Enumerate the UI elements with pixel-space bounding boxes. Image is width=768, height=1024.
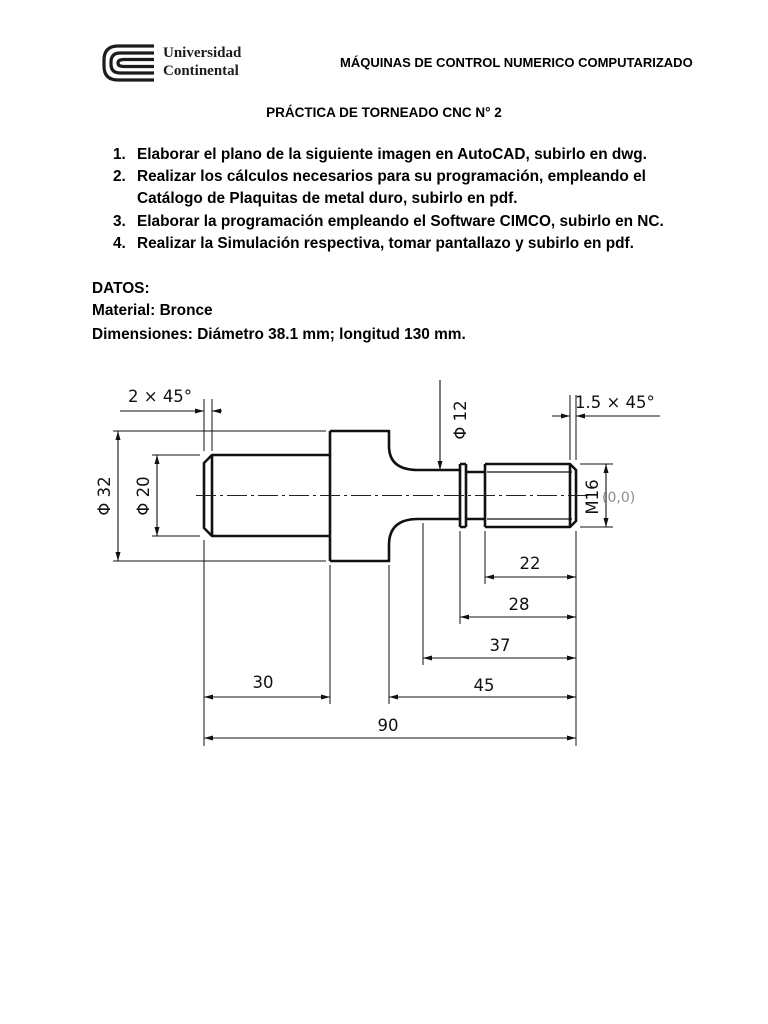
fillet-top — [389, 446, 418, 470]
task-text: Elaborar el plano de la siguiente imagen en AutoCAD, subirlo en dwg. — [137, 146, 647, 163]
label-length-37: 37 — [489, 636, 511, 655]
shoulder-outline — [330, 431, 389, 561]
label-note: (0,0) — [602, 490, 636, 506]
label-chamfer-right: 1.5 × 45° — [575, 393, 655, 412]
task-text: Realizar la Simulación respectiva, tomar pantallazo y subirlo en pdf. — [137, 235, 634, 252]
neck-outline — [418, 470, 460, 519]
logo-inner-bars — [118, 60, 154, 67]
technical-drawing — [90, 370, 690, 760]
part-outline — [204, 431, 576, 561]
datos-material: Material: Bronce — [92, 302, 213, 319]
task-text: Realizar los cálculos necesarios para su programación, empleando el — [137, 168, 646, 185]
label-d32: Φ 32 — [95, 476, 114, 516]
label-length-90: 90 — [377, 716, 399, 735]
university-logo-icon — [102, 44, 156, 82]
label-length-30: 30 — [252, 673, 274, 692]
ext-chamfer-left — [204, 399, 212, 451]
label-thread: M16 — [583, 479, 602, 515]
task-text-continued: Catálogo de Plaquitas de metal duro, subirlo en pdf. — [137, 190, 518, 207]
label-length-22: 22 — [519, 554, 541, 573]
ext-d20 — [152, 455, 200, 536]
label-chamfer-left: 2 × 45° — [128, 387, 193, 406]
task-number: 1. — [113, 146, 126, 163]
datos-dimensiones: Dimensiones: Diámetro 38.1 mm; longitud 130 mm. — [92, 326, 466, 343]
label-length-45: 45 — [473, 676, 495, 695]
task-number: 2. — [113, 168, 126, 185]
task-text: Elaborar la programación empleando el Software CIMCO, subirlo en NC. — [137, 213, 664, 230]
logo-text-line2: Continental — [163, 63, 239, 79]
label-d20: Φ 20 — [134, 476, 153, 516]
label-d12: Φ 12 — [451, 400, 470, 440]
task-number: 4. — [113, 235, 126, 252]
task-number: 3. — [113, 213, 126, 230]
datos-heading: DATOS: — [92, 280, 150, 297]
logo-text-line1: Universidad — [163, 45, 242, 61]
course-name: MÁQUINAS DE CONTROL NUMERICO COMPUTARIZADO — [340, 55, 693, 70]
fillet-bottom — [389, 519, 418, 545]
label-length-28: 28 — [508, 595, 530, 614]
page-title: PRÁCTICA DE TORNEADO CNC N° 2 — [266, 105, 502, 120]
